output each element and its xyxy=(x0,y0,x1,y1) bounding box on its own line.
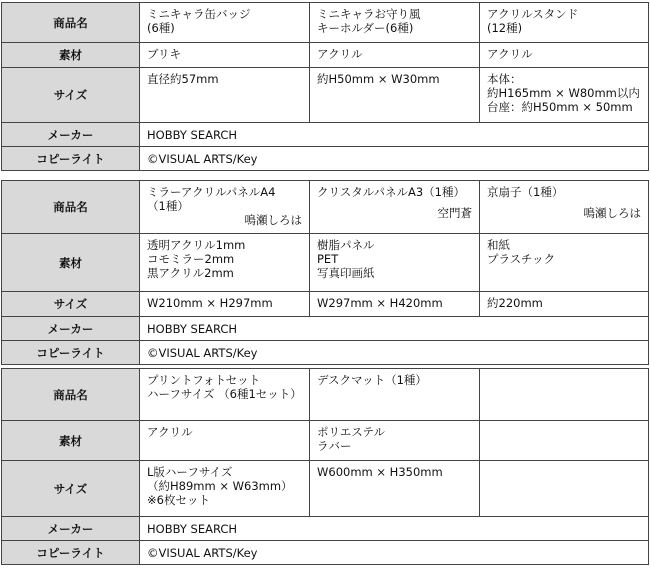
product-name-line: (6種) xyxy=(147,21,175,35)
copyright-value: ©VISUAL ARTS/Key xyxy=(140,147,649,171)
product-name-line: デスクマット（1種） xyxy=(317,373,427,387)
spec-table-3 xyxy=(1,368,649,565)
material-line: アクリル xyxy=(317,47,363,61)
product-name-cell xyxy=(310,3,480,43)
product-name-cell xyxy=(480,3,649,43)
copyright-row xyxy=(2,147,649,171)
size-cell xyxy=(310,292,480,317)
size-cell xyxy=(480,461,649,517)
product-name-line: クリスタルパネルA3（1種） xyxy=(317,185,465,199)
material-cell xyxy=(480,421,649,461)
product-name-cell xyxy=(480,181,649,234)
material-label: 素材 xyxy=(2,43,140,68)
size-line: 直径約57mm xyxy=(147,72,219,86)
copyright-label: コピーライト xyxy=(2,341,140,365)
material-line: 写真印画紙 xyxy=(317,266,375,280)
maker-row xyxy=(2,317,649,341)
material-line: 黒アクリル2mm xyxy=(147,266,234,280)
material-cell xyxy=(310,234,480,292)
product-name-cell xyxy=(480,369,649,421)
material-line: アクリル xyxy=(147,425,193,439)
material-label: 素材 xyxy=(2,234,140,292)
product-name-line: ハーフサイズ （6種1セット） xyxy=(147,387,302,401)
size-row xyxy=(2,461,649,517)
product-name-line: ミニキャラお守り風 xyxy=(317,7,421,21)
product-name-line: (12種) xyxy=(487,21,523,35)
copyright-row xyxy=(2,541,649,565)
maker-value: HOBBY SEARCH xyxy=(140,517,649,541)
size-cell xyxy=(310,68,480,123)
size-cell xyxy=(480,292,649,317)
maker-value: HOBBY SEARCH xyxy=(140,317,649,341)
size-cell xyxy=(480,68,649,123)
product-name-line: ミラーアクリルパネルA4 xyxy=(147,185,276,199)
product-name-line: アクリルスタンド xyxy=(487,7,579,21)
material-cell xyxy=(480,43,649,68)
size-line: 台座：約H50mm × 50mm xyxy=(487,100,633,114)
material-line: アクリル xyxy=(487,47,533,61)
product-row xyxy=(2,369,649,421)
material-cell xyxy=(310,43,480,68)
artist-name: 鳴瀬しろは xyxy=(583,206,641,220)
copyright-label: コピーライト xyxy=(2,541,140,565)
material-line: ブリキ xyxy=(147,47,182,61)
product-name-line: プリントフォトセット xyxy=(147,373,261,387)
material-cell xyxy=(140,421,310,461)
material-line: コモミラー2mm xyxy=(147,252,235,266)
product-name-line: 京扇子（1種） xyxy=(487,185,564,199)
product-label: 商品名 xyxy=(2,3,140,43)
maker-label: メーカー xyxy=(2,123,140,147)
material-line: PET xyxy=(317,252,339,266)
product-name-cell xyxy=(310,181,480,234)
size-line: ※6枚セット xyxy=(147,493,210,507)
material-line: プラスチック xyxy=(487,252,556,266)
product-name-line: （1種） xyxy=(147,199,189,213)
product-label: 商品名 xyxy=(2,181,140,234)
product-name-cell xyxy=(310,369,480,421)
product-name-cell xyxy=(140,181,310,234)
size-line: L版ハーフサイズ xyxy=(147,465,233,479)
material-cell xyxy=(140,43,310,68)
product-name-cell xyxy=(140,369,310,421)
product-name-line: ミニキャラ缶バッジ xyxy=(147,7,251,21)
size-row xyxy=(2,68,649,123)
size-cell xyxy=(140,68,310,123)
material-cell xyxy=(480,234,649,292)
size-row xyxy=(2,292,649,317)
material-line: 樹脂パネル xyxy=(317,238,375,252)
size-label: サイズ xyxy=(2,292,140,317)
maker-row xyxy=(2,123,649,147)
product-name-cell xyxy=(140,3,310,43)
size-line: W600mm × H350mm xyxy=(317,465,443,479)
size-cell xyxy=(140,292,310,317)
material-line: 和紙 xyxy=(487,238,510,252)
spec-table-2 xyxy=(1,180,649,365)
material-cell xyxy=(140,234,310,292)
size-line: W297mm × H420mm xyxy=(317,296,443,310)
size-line: 約220mm xyxy=(487,296,543,310)
size-line: （約H89mm × W63mm） xyxy=(147,479,293,493)
material-line: 透明アクリル1mm xyxy=(147,238,246,252)
material-line: ラバー xyxy=(317,439,352,453)
product-label: 商品名 xyxy=(2,369,140,421)
material-line: ポリエステル xyxy=(317,425,385,439)
material-cell xyxy=(310,421,480,461)
material-row xyxy=(2,43,649,68)
copyright-label: コピーライト xyxy=(2,147,140,171)
size-cell xyxy=(140,461,310,517)
copyright-row xyxy=(2,341,649,365)
size-cell xyxy=(310,461,480,517)
copyright-value: ©VISUAL ARTS/Key xyxy=(140,541,649,565)
size-line: W210mm × H297mm xyxy=(147,296,273,310)
material-label: 素材 xyxy=(2,421,140,461)
product-row xyxy=(2,3,649,43)
artist-name: 空門蒼 xyxy=(437,206,472,220)
size-line: 本体： xyxy=(487,72,522,86)
copyright-value: ©VISUAL ARTS/Key xyxy=(140,341,649,365)
maker-value: HOBBY SEARCH xyxy=(140,123,649,147)
size-line: 約H165mm × W80mm以内 xyxy=(487,86,640,100)
size-line: 約H50mm × W30mm xyxy=(317,72,440,86)
size-label: サイズ xyxy=(2,68,140,123)
maker-label: メーカー xyxy=(2,317,140,341)
material-row xyxy=(2,234,649,292)
product-name-line: キーホルダー(6種) xyxy=(317,21,414,35)
maker-label: メーカー xyxy=(2,517,140,541)
artist-name: 鳴瀬しろは xyxy=(244,213,302,227)
material-row xyxy=(2,421,649,461)
product-row xyxy=(2,181,649,234)
spec-table-1 xyxy=(1,2,649,171)
size-label: サイズ xyxy=(2,461,140,517)
maker-row xyxy=(2,517,649,541)
